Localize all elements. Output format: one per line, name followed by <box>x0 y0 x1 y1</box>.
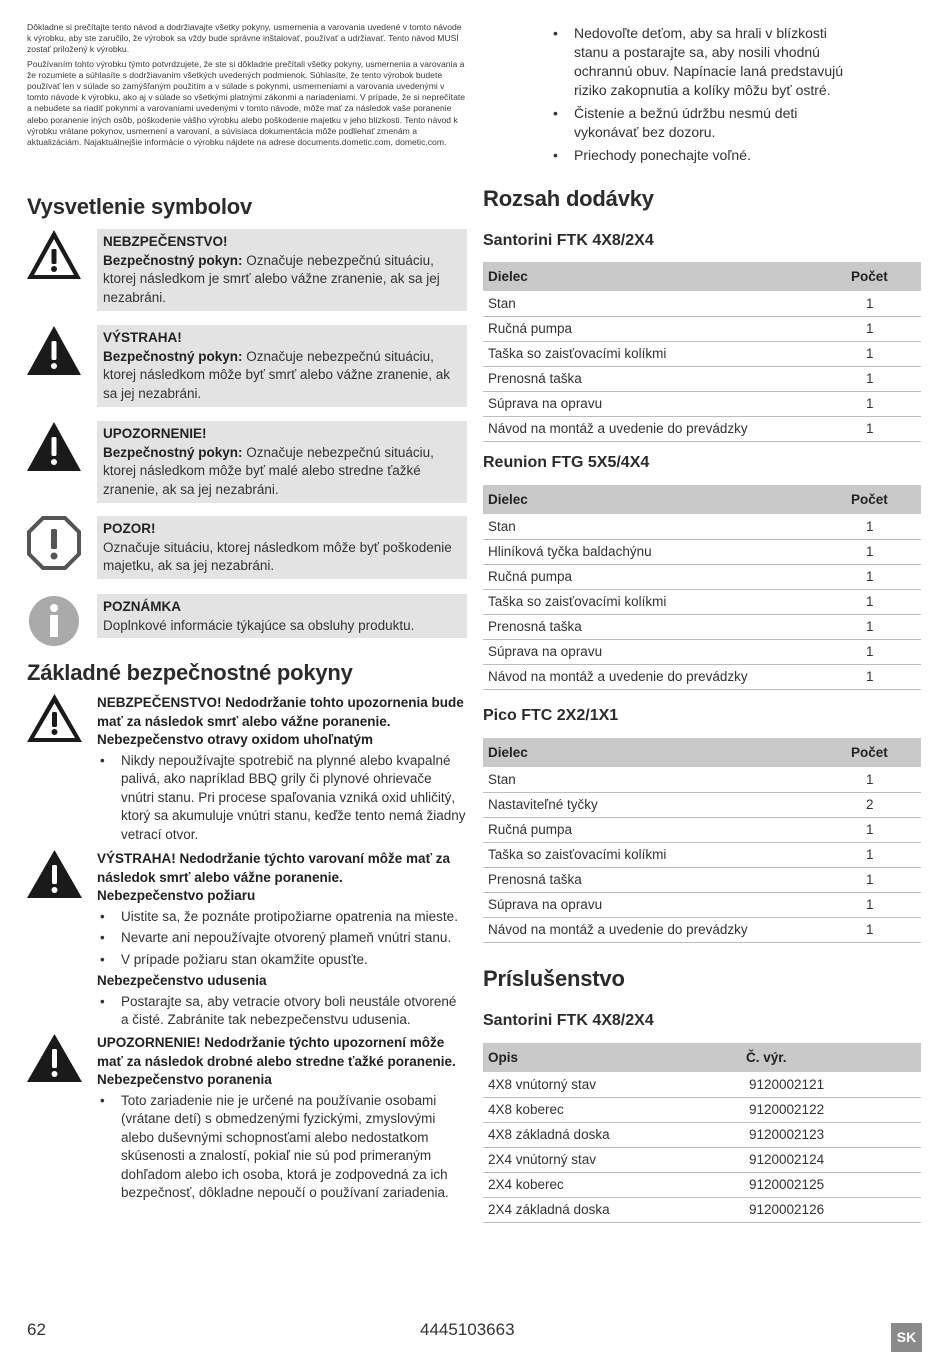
list-item: • V prípade požiaru stan okamžite opusťte. <box>97 951 467 970</box>
symbol-title: POZOR! <box>103 521 156 536</box>
intro-paragraph-2: Používaním tohto výrobku týmto potvrdzujete, že ste si dôkladne prečítali všetky pokyny, usmernenia a varovania a že rozumiete a súhlasíte s dodržiavaním všetkých uvedených podmienok. Súhlasíte, že tento výrobok budete používať len v súlade so zamýšľaným použitím a v súlade s pokynmi, usmerneniami a varovania uvedenými v tomto návode k výrobku, ako aj v súlade so všetkými platnými zákonmi a nariadeniami. V prípade, že si neprečítate a nebudete sa riadiť pokynmi a varovaniami uvedenými v tomto návode, môže mať za následok vaše poranenie alebo poranenie iných osôb, poškodenie vášho výrobku alebo poškodenie majetku v jeho blízkosti. Tento návod k výrobku vrátane pokynov, usmernení a varovaní, a súvisiaca dokumentácia môže podliehať zmenám a aktualizáciám. Najaktuálnejšie informácie o výrobku nájdete na adrese documents.dometic.com, dometic.com. <box>27 58 466 148</box>
table-cell: 1 <box>846 639 921 664</box>
safety-warning-sub-suffocation: Nebezpečenstvo udusenia <box>97 973 267 988</box>
list-item: • Toto zariadenie nie je určené na používanie osobami (vrátane detí) s obmedzenými fyzickými, zmyslovými alebo duševnými schopnosťami alebo nedostatkom skúsenosti a znalostí, pokiaľ nie sú pod primeraným dohľadom alebo ich osoba, ktorá je zodpovedná za ich bezpečnosť, dôkladne nepoučí o používaní zariadenia. <box>97 1092 467 1203</box>
table-cell: Taška so zaisťovacími kolíkmi <box>483 589 846 614</box>
scope-table-3-title: Pico FTC 2X2/1X1 <box>483 707 619 724</box>
table-row <box>483 1072 921 1097</box>
warning-triangle-icon <box>27 325 81 379</box>
safety-warning-head: VÝSTRAHA! Nedodržanie týchto varovaní môže mať za následok smrť alebo vážne poranenie. <box>97 851 451 885</box>
intro-paragraph-1: Dôkladne si prečítajte tento návod a dodržiavajte všetky pokyny, usmernenia a varovania uvedené v tomto návode k výrobku, aby ste zaručilo, že výrobok sa vždy bude správne inštalovať, používať a udržiavať. Tento návod MUSÍ zostať priložený k výrobku. <box>27 22 462 55</box>
table-cell: 4X8 vnútorný stav <box>483 1072 741 1097</box>
table-cell: 1 <box>846 614 921 639</box>
table-cell: Návod na montáž a uvedenie do prevádzky <box>483 416 846 441</box>
safety-danger-list <box>97 752 467 845</box>
column-header: Počet <box>846 262 921 291</box>
table-cell: Nastaviteľné tyčky <box>483 792 846 817</box>
symbol-title: UPOZORNENIE! <box>103 426 207 441</box>
right-bullets <box>483 22 855 169</box>
table-cell: Prenosná taška <box>483 614 846 639</box>
accessories-heading: Príslušenstvo <box>483 966 625 991</box>
table-row <box>483 316 921 341</box>
table-cell: Prenosná taška <box>483 366 846 391</box>
table-cell: 2X4 koberec <box>483 1172 741 1197</box>
symbol-text: Označuje nebezpečnú situáciu, ktorej následkom môže byť smrť alebo vážne zranenie, ak sa jej nezabráni. <box>103 348 451 401</box>
accessories-table-title: Santorini FTK 4X8/2X4 <box>483 1012 654 1029</box>
warning-triangle-icon <box>27 694 82 744</box>
scope-table-2 <box>483 485 921 690</box>
table-header-row <box>483 485 921 514</box>
table-row <box>483 291 921 316</box>
accessories-table <box>483 1043 921 1223</box>
safety-danger-text <box>97 694 467 847</box>
warning-triangle-icon <box>27 850 82 900</box>
left-column <box>27 22 467 1200</box>
table-row <box>483 867 921 892</box>
safety-caution-text <box>97 1034 467 1206</box>
table-cell: 1 <box>846 391 921 416</box>
table-row <box>483 842 921 867</box>
table-header-row <box>483 738 921 767</box>
symbol-text: Označuje nebezpečnú situáciu, ktorej následkom je smrť alebo vážne zranenie, ak sa jej nezabráni. <box>103 252 440 305</box>
symbol-title: POZNÁMKA <box>103 599 181 614</box>
symbol-danger-box <box>97 229 467 311</box>
symbol-notice-box <box>97 516 467 579</box>
table-cell: 9120002121 <box>741 1072 921 1097</box>
table-cell: 4X8 základná doska <box>483 1122 741 1147</box>
table-row <box>483 564 921 589</box>
symbol-lead: Bezpečnostný pokyn: <box>103 444 243 460</box>
table-row <box>483 539 921 564</box>
table-cell: 1 <box>846 416 921 441</box>
warning-triangle-icon <box>27 1034 82 1084</box>
table-cell: Súprava na opravu <box>483 391 846 416</box>
symbol-text: Označuje situáciu, ktorej následkom môže byť poškodenie majetku, ak sa jej nezabráni. <box>103 539 452 573</box>
safety-danger-sub: Nebezpečenstvo otravy oxidom uhoľnatým <box>97 732 374 747</box>
list-item: • Nevarte ani nepoužívajte otvorený plameň vnútri stanu. <box>97 929 467 948</box>
symbols-heading: Vysvetlenie symbolov <box>27 194 253 219</box>
table-cell: Návod na montáž a uvedenie do prevádzky <box>483 664 846 689</box>
column-header: Dielec <box>483 738 846 767</box>
table-cell: 2 <box>846 792 921 817</box>
symbol-lead: Bezpečnostný pokyn: <box>103 252 243 268</box>
table-row <box>483 767 921 792</box>
safety-warning-list-suffocation <box>97 993 467 1030</box>
table-cell: 1 <box>846 842 921 867</box>
table-row <box>483 1097 921 1122</box>
table-cell: 1 <box>846 316 921 341</box>
column-header: Počet <box>846 738 921 767</box>
intro-text <box>27 22 467 148</box>
table-row <box>483 416 921 441</box>
safety-heading: Základné bezpečnostné pokyny <box>27 660 353 685</box>
table-row <box>483 792 921 817</box>
table-header-row <box>483 1043 921 1072</box>
table-cell: 1 <box>846 366 921 391</box>
table-cell: Návod na montáž a uvedenie do prevádzky <box>483 917 846 942</box>
document-number: 4445103663 <box>420 1320 515 1339</box>
page-number: 62 <box>27 1320 46 1339</box>
symbol-title: VÝSTRAHA! <box>103 330 182 345</box>
list-item: • Postarajte sa, aby vetracie otvory boli neustále otvorené a čisté. Zabránite tak nebezpečenstvu udusenia. <box>97 993 467 1030</box>
column-header: Č. výr. <box>741 1043 921 1072</box>
column-header: Počet <box>846 485 921 514</box>
safety-caution-sub: Nebezpečenstvo poranenia <box>97 1072 272 1087</box>
table-cell: 1 <box>846 867 921 892</box>
table-row <box>483 391 921 416</box>
table-row <box>483 1197 921 1222</box>
info-icon <box>27 594 81 648</box>
table-header-row <box>483 262 921 291</box>
scope-table-2-title: Reunion FTG 5X5/4X4 <box>483 454 650 471</box>
safety-caution-list <box>97 1092 467 1203</box>
table-cell: 9120002124 <box>741 1147 921 1172</box>
column-header: Opis <box>483 1043 741 1072</box>
column-header: Dielec <box>483 485 846 514</box>
list-item: • Priechody ponechajte voľné. <box>550 146 855 165</box>
scope-table-1-title: Santorini FTK 4X8/2X4 <box>483 232 654 249</box>
table-cell: 1 <box>846 892 921 917</box>
table-row <box>483 917 921 942</box>
table-row <box>483 514 921 539</box>
language-badge: SK <box>891 1323 922 1352</box>
table-row <box>483 341 921 366</box>
table-cell: 9120002126 <box>741 1197 921 1222</box>
table-row <box>483 817 921 842</box>
table-cell: Stan <box>483 291 846 316</box>
table-row <box>483 1122 921 1147</box>
octagon-exclamation-icon <box>27 516 81 570</box>
table-cell: Ručná pumpa <box>483 564 846 589</box>
symbol-text: Označuje nebezpečnú situáciu, ktorej následkom môže byť malé alebo stredne ťažké zranenie, ak sa jej nezabráni. <box>103 444 434 497</box>
table-cell: Prenosná taška <box>483 867 846 892</box>
table-cell: 1 <box>846 514 921 539</box>
safety-warning-list-fire <box>97 908 467 970</box>
table-cell: Ručná pumpa <box>483 817 846 842</box>
table-cell: 1 <box>846 664 921 689</box>
table-cell: 1 <box>846 817 921 842</box>
table-cell: Stan <box>483 514 846 539</box>
table-cell: 1 <box>846 767 921 792</box>
table-cell: 1 <box>846 564 921 589</box>
table-row <box>483 664 921 689</box>
table-cell: 9120002122 <box>741 1097 921 1122</box>
table-cell: Ručná pumpa <box>483 316 846 341</box>
table-row <box>483 639 921 664</box>
symbol-warning-box <box>97 325 467 407</box>
table-cell: 1 <box>846 917 921 942</box>
table-cell: 1 <box>846 589 921 614</box>
table-cell: 2X4 základná doska <box>483 1197 741 1222</box>
symbol-lead: Bezpečnostný pokyn: <box>103 348 243 364</box>
scope-table-3 <box>483 738 921 943</box>
table-cell: Taška so zaisťovacími kolíkmi <box>483 842 846 867</box>
safety-danger-head: NEBZPEČENSTVO! Nedodržanie tohto upozornenia bude mať za následok smrť alebo vážne poranenie. <box>97 695 464 729</box>
column-header: Dielec <box>483 262 846 291</box>
symbol-note-box <box>97 594 467 638</box>
table-cell: Stan <box>483 767 846 792</box>
table-row <box>483 589 921 614</box>
safety-caution-head: UPOZORNENIE! Nedodržanie týchto upozornení môže mať za následok drobné alebo stredne ťažké poranenie. <box>97 1035 456 1069</box>
list-item: • Nikdy nepoužívajte spotrebič na plynné alebo kvapalné palivá, ako napríklad BBQ grily či plynové ohrievače vnútri stanu. Pri procese spaľovania vzniká oxid uhličitý, ktorý sa akumuluje vnútri stanu, keďže tento nemá žiadny vetrací otvor. <box>97 752 467 845</box>
table-cell: 1 <box>846 291 921 316</box>
scope-heading: Rozsah dodávky <box>483 186 654 211</box>
table-cell: 1 <box>846 341 921 366</box>
table-row <box>483 614 921 639</box>
safety-warning-text <box>97 850 467 1033</box>
table-row <box>483 1147 921 1172</box>
table-cell: Hliníková tyčka baldachýnu <box>483 539 846 564</box>
symbol-text: Doplnkové informácie týkajúce sa obsluhy produktu. <box>103 617 415 633</box>
list-item: • Uistite sa, že poznáte protipožiarne opatrenia na mieste. <box>97 908 467 927</box>
warning-triangle-icon <box>27 421 81 475</box>
table-cell: 9120002125 <box>741 1172 921 1197</box>
scope-table-1 <box>483 262 921 442</box>
list-item: • Čistenie a bežnú údržbu nesmú deti vykonávať bez dozoru. <box>550 104 855 142</box>
table-cell: Súprava na opravu <box>483 892 846 917</box>
safety-warning-sub-fire: Nebezpečenstvo požiaru <box>97 888 256 903</box>
table-row <box>483 892 921 917</box>
right-bullet-list <box>483 24 855 165</box>
table-cell: 2X4 vnútorný stav <box>483 1147 741 1172</box>
table-cell: 4X8 koberec <box>483 1097 741 1122</box>
table-row <box>483 366 921 391</box>
symbol-caution-box <box>97 421 467 503</box>
symbol-title: NEBZPEČENSTVO! <box>103 234 228 249</box>
table-cell: 9120002123 <box>741 1122 921 1147</box>
table-row <box>483 1172 921 1197</box>
table-cell: Súprava na opravu <box>483 639 846 664</box>
table-cell: 1 <box>846 539 921 564</box>
table-cell: Taška so zaisťovacími kolíkmi <box>483 341 846 366</box>
list-item: • Nedovoľte deťom, aby sa hrali v blízkosti stanu a postarajte sa, aby nosili vhodnú ochrannú obuv. Napínacie laná predstavujú riziko zakopnutia a kolíky môžu byť ostré. <box>550 24 855 100</box>
warning-triangle-icon <box>27 229 81 283</box>
